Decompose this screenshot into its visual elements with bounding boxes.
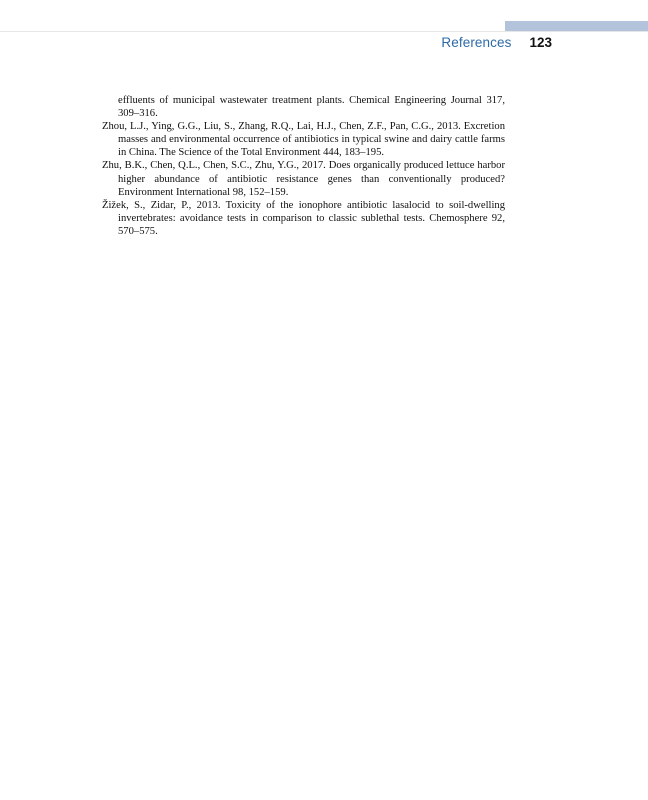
section-title: References — [441, 35, 512, 50]
header-accent-bar — [505, 21, 648, 31]
reference-list — [102, 94, 505, 238]
reference-entry: Žižek, S., Zidar, P., 2013. Toxicity of the ionophore antibiotic lasalocid to soil-dwelling invertebrates: avoidance tests in comparison to classic sublethal tests. Chemosphere 92, 570–575. — [102, 199, 505, 237]
reference-entry: Zhu, B.K., Chen, Q.L., Chen, S.C., Zhu, Y.G., 2017. Does organically produced lettuce harbor higher abundance of antibiotic resistance genes than conventionally produced? Environment International 98, 152–159. — [102, 160, 505, 198]
page-number: 123 — [529, 35, 552, 50]
header-divider — [0, 31, 648, 32]
running-head — [441, 35, 552, 50]
reference-entry-continued: effluents of municipal wastewater treatment plants. Chemical Engineering Journal 317, 309–316. — [118, 95, 505, 120]
reference-entry: Zhou, L.J., Ying, G.G., Liu, S., Zhang, R.Q., Lai, H.J., Chen, Z.F., Pan, C.G., 2013. Excretion masses and environmental occurrence of antibiotics in typical swine and dairy cattle farms in China. The Science of the Total Environment 444, 183–195. — [102, 121, 505, 159]
